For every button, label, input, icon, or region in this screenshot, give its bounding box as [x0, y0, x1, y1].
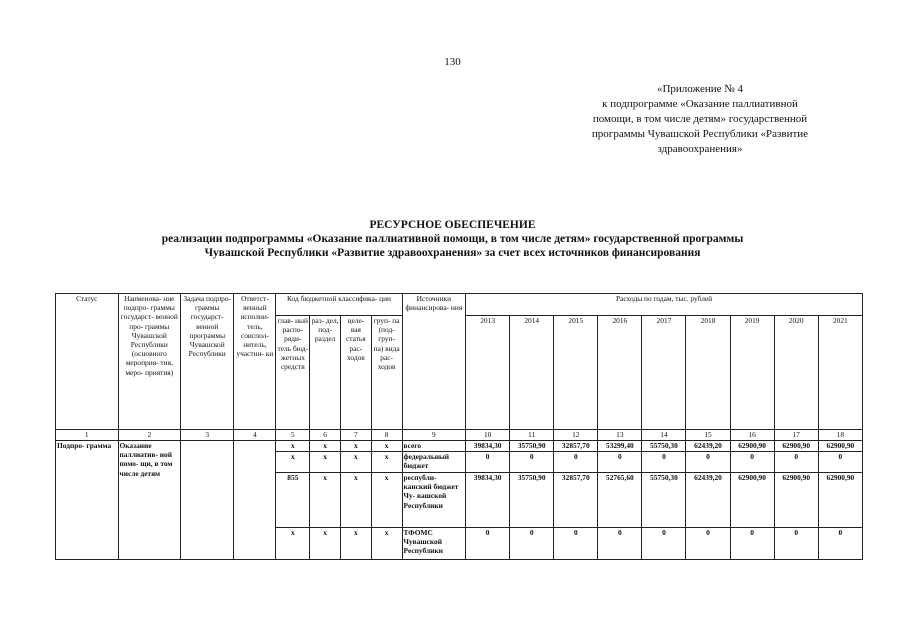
- value-cell: 0: [774, 528, 818, 560]
- header-section: раз- дел, под- раздел: [310, 316, 341, 430]
- column-number: 8: [371, 430, 402, 441]
- value-cell: 0: [598, 528, 642, 560]
- header-year: 2017: [642, 316, 686, 430]
- target-cell: х: [340, 528, 371, 560]
- header-group: груп- па (под- груп- па) вида рас- ходов: [371, 316, 402, 430]
- program-name-cell: Оказание паллиатив- ной помо- щи, в том числе детям: [118, 441, 181, 560]
- value-cell: 0: [510, 452, 554, 473]
- target-cell: х: [340, 473, 371, 528]
- header-grbs: глав- ный распо- ряди- тель бюд- жетных средств: [276, 316, 310, 430]
- value-cell: 0: [510, 528, 554, 560]
- value-cell: 62900,90: [730, 473, 774, 528]
- column-number: 9: [402, 430, 466, 441]
- title-subheading-1: реализации подпрограммы «Оказание паллиативной помощи, в том числе детям» государственной программы: [161, 233, 744, 245]
- header-budget-code: Код бюджетной классифика- ции: [276, 294, 402, 316]
- responsible-cell: [234, 441, 276, 560]
- column-number: 14: [642, 430, 686, 441]
- value-cell: 62439,20: [686, 473, 730, 528]
- header-year: 2013: [466, 316, 510, 430]
- value-cell: 0: [730, 452, 774, 473]
- value-cell: 0: [686, 452, 730, 473]
- target-cell: х: [340, 441, 371, 452]
- value-cell: 32857,70: [554, 473, 598, 528]
- header-year: 2021: [818, 316, 862, 430]
- appendix-line: помощи, в том числе детям» государственной: [592, 113, 808, 125]
- column-number: 6: [310, 430, 341, 441]
- column-number: 13: [598, 430, 642, 441]
- column-number: 17: [774, 430, 818, 441]
- value-cell: 62900,90: [774, 441, 818, 452]
- appendix-line: «Приложение № 4: [656, 83, 744, 95]
- task-cell: [181, 441, 234, 560]
- column-number: 11: [510, 430, 554, 441]
- value-cell: 55750,30: [642, 473, 686, 528]
- column-numbers-row: [56, 430, 863, 441]
- value-cell: 0: [730, 528, 774, 560]
- resource-table: [55, 293, 863, 560]
- column-number: 15: [686, 430, 730, 441]
- header-name: Наименова- ние подпро- граммы государст- венной про- граммы Чувашской Республики (основного мероприя- тия, меро- приятия): [118, 294, 181, 430]
- section-cell: х: [310, 441, 341, 452]
- page-number: 130: [444, 56, 461, 68]
- group-cell: х: [371, 441, 402, 452]
- column-number: 7: [340, 430, 371, 441]
- value-cell: 35750,90: [510, 441, 554, 452]
- grbs-cell: 855: [276, 473, 310, 528]
- header-task: Задача подпро- граммы государст- венной программы Чувашской Республики: [181, 294, 234, 430]
- header-responsible: Ответст- венный исполни- тель, соиспол- нитель, участни- ки: [234, 294, 276, 430]
- value-cell: 39834,30: [466, 441, 510, 452]
- header-year: 2019: [730, 316, 774, 430]
- header-year: 2018: [686, 316, 730, 430]
- column-number: 18: [818, 430, 862, 441]
- value-cell: 62900,90: [818, 441, 862, 452]
- column-number: 3: [181, 430, 234, 441]
- source-cell: ТФОМС Чувашской Республики: [402, 528, 466, 560]
- source-cell: республи- канский бюджет Чу- вашской Республики: [402, 473, 466, 528]
- section-cell: х: [310, 452, 341, 473]
- value-cell: 35750,90: [510, 473, 554, 528]
- value-cell: 39834,30: [466, 473, 510, 528]
- source-cell: всего: [402, 441, 466, 452]
- header-target: целе- вая статья рас- ходов: [340, 316, 371, 430]
- group-cell: х: [371, 528, 402, 560]
- value-cell: 0: [642, 452, 686, 473]
- appendix-line: программы Чувашской Республики «Развитие: [591, 128, 809, 140]
- grbs-cell: х: [276, 452, 310, 473]
- value-cell: 52765,60: [598, 473, 642, 528]
- value-cell: 62900,90: [818, 473, 862, 528]
- status-cell: Подпро- грамма: [56, 441, 119, 560]
- column-number: 2: [118, 430, 181, 441]
- value-cell: 0: [554, 452, 598, 473]
- value-cell: 0: [818, 452, 862, 473]
- value-cell: 0: [554, 528, 598, 560]
- column-number: 10: [466, 430, 510, 441]
- section-cell: х: [310, 528, 341, 560]
- title-heading: РЕСУРСНОЕ ОБЕСПЕЧЕНИЕ: [369, 219, 536, 231]
- value-cell: 0: [774, 452, 818, 473]
- value-cell: 0: [598, 452, 642, 473]
- appendix-note: [550, 82, 850, 157]
- value-cell: 0: [642, 528, 686, 560]
- column-number: 5: [276, 430, 310, 441]
- header-year: 2020: [774, 316, 818, 430]
- value-cell: 62439,20: [686, 441, 730, 452]
- value-cell: 32857,70: [554, 441, 598, 452]
- source-cell: федеральный бюджет: [402, 452, 466, 473]
- column-number: 16: [730, 430, 774, 441]
- title-subheading-2: Чувашской Республики «Развитие здравоохранения» за счет всех источников финансирования: [204, 247, 701, 259]
- value-cell: 0: [686, 528, 730, 560]
- header-sources: Источники финансирова- ния: [402, 294, 466, 430]
- appendix-line: к подпрограмме «Оказание паллиативной: [602, 98, 798, 110]
- target-cell: х: [340, 452, 371, 473]
- group-cell: х: [371, 452, 402, 473]
- header-year: 2015: [554, 316, 598, 430]
- table-row: [56, 441, 863, 452]
- value-cell: 0: [466, 452, 510, 473]
- header-status: Статус: [56, 294, 119, 430]
- section-cell: х: [310, 473, 341, 528]
- document-title: [40, 218, 865, 260]
- column-number: 1: [56, 430, 119, 441]
- value-cell: 62900,90: [730, 441, 774, 452]
- value-cell: 0: [466, 528, 510, 560]
- appendix-line: здравоохранения»: [657, 143, 743, 155]
- header-year: 2016: [598, 316, 642, 430]
- column-number: 4: [234, 430, 276, 441]
- column-number: 12: [554, 430, 598, 441]
- value-cell: 55750,30: [642, 441, 686, 452]
- grbs-cell: х: [276, 441, 310, 452]
- group-cell: х: [371, 473, 402, 528]
- header-expenses: Расходы по годам, тыс. рублей: [466, 294, 863, 316]
- header-year: 2014: [510, 316, 554, 430]
- grbs-cell: х: [276, 528, 310, 560]
- value-cell: 53299,40: [598, 441, 642, 452]
- value-cell: 0: [818, 528, 862, 560]
- value-cell: 62900,90: [774, 473, 818, 528]
